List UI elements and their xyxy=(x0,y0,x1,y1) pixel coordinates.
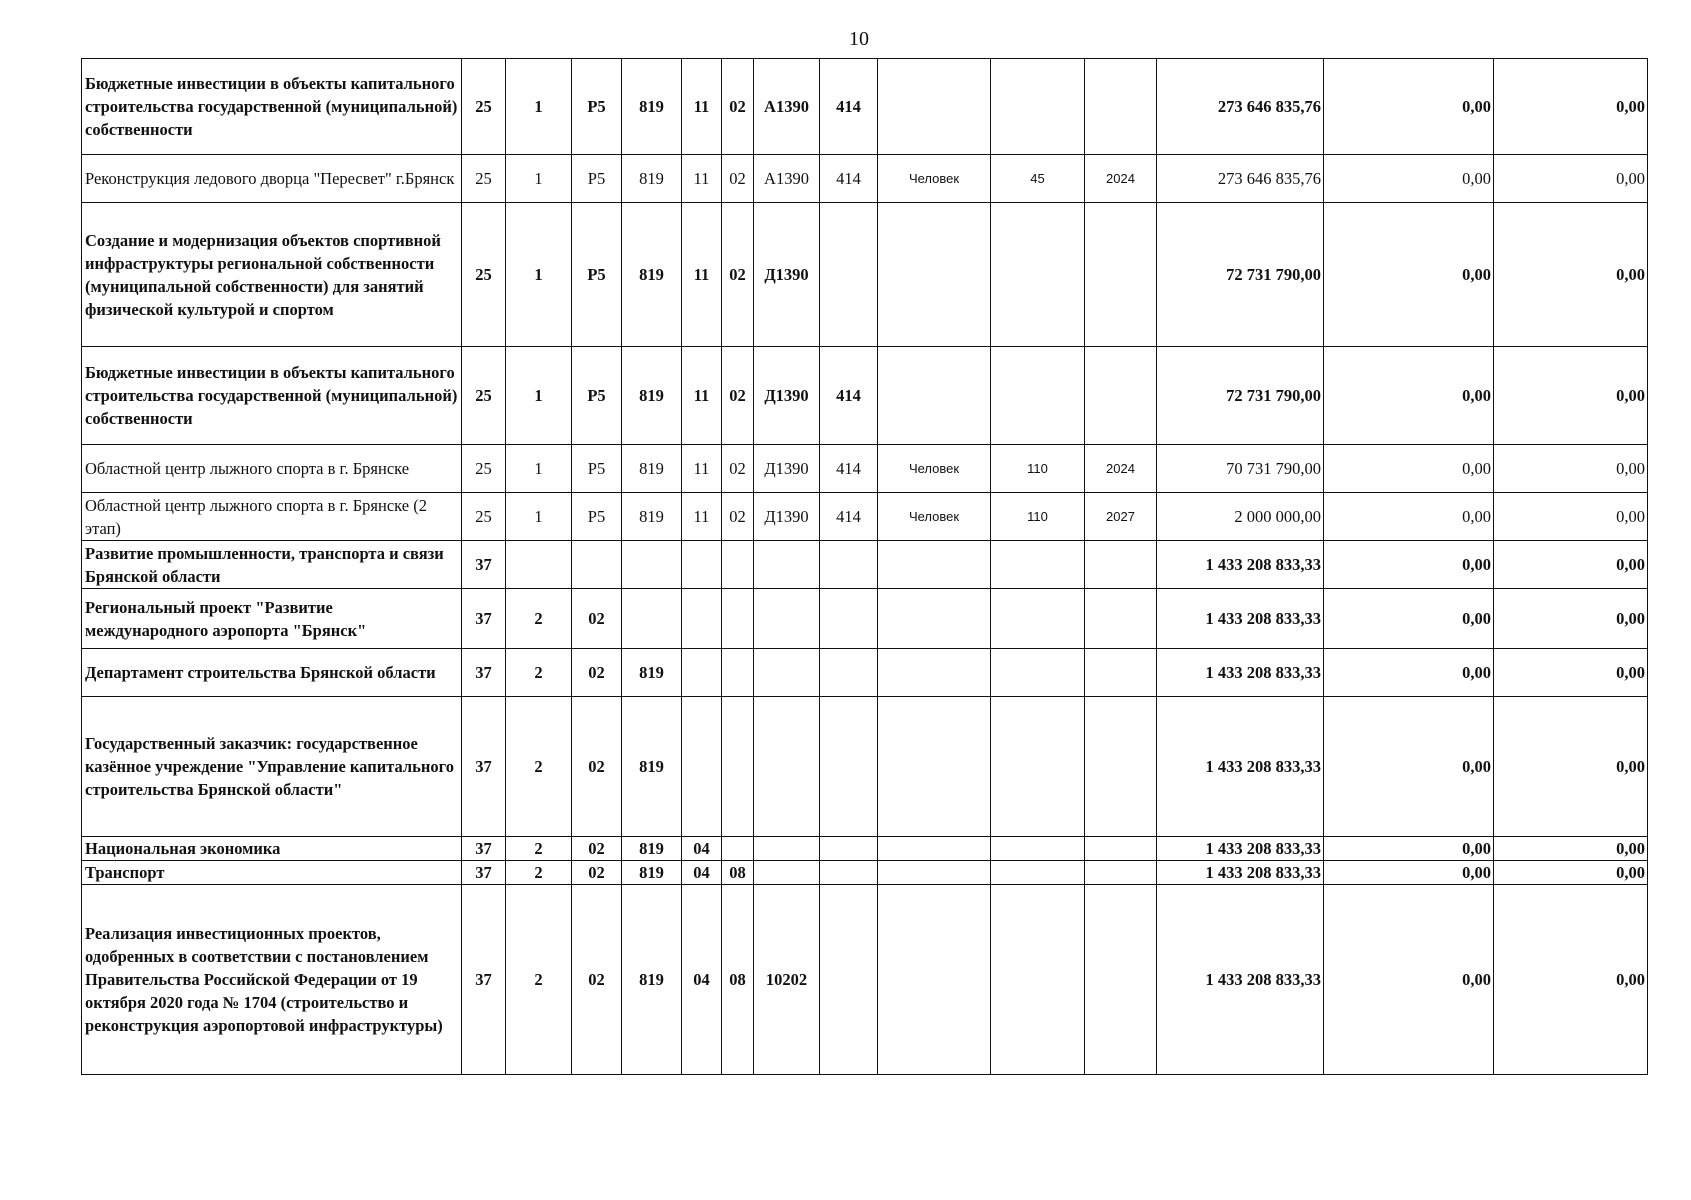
program-code: 37 xyxy=(462,697,506,837)
subsection-code xyxy=(722,649,754,697)
item-code: Д1390 xyxy=(754,445,820,493)
row-name: Региональный проект "Развитие международного аэропорта "Брянск" xyxy=(82,589,462,649)
item-code: Д1390 xyxy=(754,203,820,347)
amount-year-2: 0,00 xyxy=(1324,203,1494,347)
section-code: 04 xyxy=(682,885,722,1075)
subprogram-code: 1 xyxy=(506,493,572,541)
row-name: Национальная экономика xyxy=(82,837,462,861)
gr-code xyxy=(622,589,682,649)
amount-year-3: 0,00 xyxy=(1494,837,1648,861)
subprogram-code: 1 xyxy=(506,445,572,493)
program-code: 37 xyxy=(462,589,506,649)
program-code: 25 xyxy=(462,59,506,155)
amount-year-2: 0,00 xyxy=(1324,589,1494,649)
item-code xyxy=(754,861,820,885)
gr-code: 819 xyxy=(622,203,682,347)
subsection-code: 08 xyxy=(722,885,754,1075)
section-code: 11 xyxy=(682,203,722,347)
subprogram-code: 1 xyxy=(506,59,572,155)
amount-year-1: 1 433 208 833,33 xyxy=(1157,541,1324,589)
subsection-code xyxy=(722,837,754,861)
item-code: Д1390 xyxy=(754,493,820,541)
table-row xyxy=(82,155,1648,203)
subprogram-code: 2 xyxy=(506,885,572,1075)
subprogram-code: 2 xyxy=(506,697,572,837)
capacity-cell xyxy=(991,203,1085,347)
gr-code: 819 xyxy=(622,493,682,541)
table-row xyxy=(82,885,1648,1075)
table-row xyxy=(82,203,1648,347)
amount-year-1: 2 000 000,00 xyxy=(1157,493,1324,541)
amount-year-1: 72 731 790,00 xyxy=(1157,347,1324,445)
item-code xyxy=(754,589,820,649)
row-name: Создание и модернизация объектов спортивной инфраструктуры региональной собственности (муниципальной собственности) для занятий физической культурой и спортом xyxy=(82,203,462,347)
table-row xyxy=(82,493,1648,541)
program-code: 25 xyxy=(462,347,506,445)
subsection-code: 02 xyxy=(722,445,754,493)
amount-year-3: 0,00 xyxy=(1494,885,1648,1075)
subsection-code: 02 xyxy=(722,347,754,445)
amount-year-2: 0,00 xyxy=(1324,697,1494,837)
year-cell xyxy=(1085,861,1157,885)
section-code: 04 xyxy=(682,861,722,885)
project-code: Р5 xyxy=(572,347,622,445)
budget-table xyxy=(81,58,1648,1075)
capacity-cell xyxy=(991,589,1085,649)
expense-type-code xyxy=(820,203,878,347)
project-code: 02 xyxy=(572,589,622,649)
year-cell xyxy=(1085,541,1157,589)
row-name: Транспорт xyxy=(82,861,462,885)
section-code: 11 xyxy=(682,59,722,155)
capacity-cell xyxy=(991,541,1085,589)
row-name: Департамент строительства Брянской области xyxy=(82,649,462,697)
table-row xyxy=(82,861,1648,885)
unit-cell xyxy=(878,861,991,885)
item-code xyxy=(754,697,820,837)
row-name: Реконструкция ледового дворца "Пересвет" г.Брянск xyxy=(82,155,462,203)
amount-year-2: 0,00 xyxy=(1324,541,1494,589)
section-code xyxy=(682,541,722,589)
unit-cell: Человек xyxy=(878,493,991,541)
amount-year-1: 72 731 790,00 xyxy=(1157,203,1324,347)
expense-type-code xyxy=(820,649,878,697)
unit-cell xyxy=(878,837,991,861)
amount-year-2: 0,00 xyxy=(1324,837,1494,861)
table-row xyxy=(82,589,1648,649)
row-name: Развитие промышленности, транспорта и связи Брянской области xyxy=(82,541,462,589)
amount-year-3: 0,00 xyxy=(1494,203,1648,347)
unit-cell xyxy=(878,697,991,837)
year-cell xyxy=(1085,203,1157,347)
year-cell xyxy=(1085,697,1157,837)
amount-year-3: 0,00 xyxy=(1494,649,1648,697)
gr-code: 819 xyxy=(622,885,682,1075)
subsection-code: 02 xyxy=(722,155,754,203)
year-cell: 2024 xyxy=(1085,155,1157,203)
amount-year-2: 0,00 xyxy=(1324,59,1494,155)
row-name: Реализация инвестиционных проектов, одобренных в соответствии с постановлением Правительства Российской Федерации от 19 октября 2020 года № 1704 (строительство и реконструкция аэропортовой инфраструктуры) xyxy=(82,885,462,1075)
section-code xyxy=(682,589,722,649)
unit-cell: Человек xyxy=(878,445,991,493)
capacity-cell: 110 xyxy=(991,445,1085,493)
amount-year-3: 0,00 xyxy=(1494,59,1648,155)
amount-year-1: 1 433 208 833,33 xyxy=(1157,885,1324,1075)
table-row xyxy=(82,445,1648,493)
row-name: Областной центр лыжного спорта в г. Брянске xyxy=(82,445,462,493)
unit-cell xyxy=(878,885,991,1075)
year-cell: 2024 xyxy=(1085,445,1157,493)
item-code xyxy=(754,541,820,589)
amount-year-2: 0,00 xyxy=(1324,445,1494,493)
amount-year-3: 0,00 xyxy=(1494,155,1648,203)
row-name: Бюджетные инвестиции в объекты капитального строительства государственной (муниципальной) собственности xyxy=(82,347,462,445)
subsection-code xyxy=(722,697,754,837)
unit-cell xyxy=(878,541,991,589)
gr-code: 819 xyxy=(622,861,682,885)
capacity-cell xyxy=(991,347,1085,445)
section-code: 11 xyxy=(682,347,722,445)
row-name: Государственный заказчик: государственное казённое учреждение "Управление капитального строительства Брянской области" xyxy=(82,697,462,837)
expense-type-code: 414 xyxy=(820,347,878,445)
project-code: Р5 xyxy=(572,155,622,203)
table-body xyxy=(82,59,1648,1075)
item-code xyxy=(754,649,820,697)
project-code: 02 xyxy=(572,861,622,885)
section-code: 04 xyxy=(682,837,722,861)
gr-code: 819 xyxy=(622,155,682,203)
program-code: 37 xyxy=(462,885,506,1075)
project-code: Р5 xyxy=(572,59,622,155)
unit-cell xyxy=(878,203,991,347)
amount-year-3: 0,00 xyxy=(1494,589,1648,649)
program-code: 25 xyxy=(462,445,506,493)
table-row xyxy=(82,649,1648,697)
year-cell xyxy=(1085,589,1157,649)
item-code xyxy=(754,837,820,861)
table-row xyxy=(82,59,1648,155)
amount-year-3: 0,00 xyxy=(1494,445,1648,493)
subsection-code: 02 xyxy=(722,203,754,347)
program-code: 37 xyxy=(462,541,506,589)
amount-year-1: 1 433 208 833,33 xyxy=(1157,649,1324,697)
project-code xyxy=(572,541,622,589)
capacity-cell xyxy=(991,649,1085,697)
unit-cell xyxy=(878,59,991,155)
year-cell xyxy=(1085,837,1157,861)
expense-type-code: 414 xyxy=(820,155,878,203)
program-code: 25 xyxy=(462,155,506,203)
amount-year-3: 0,00 xyxy=(1494,697,1648,837)
program-code: 37 xyxy=(462,837,506,861)
section-code: 11 xyxy=(682,155,722,203)
item-code: Д1390 xyxy=(754,347,820,445)
project-code: 02 xyxy=(572,649,622,697)
gr-code: 819 xyxy=(622,649,682,697)
unit-cell xyxy=(878,347,991,445)
project-code: Р5 xyxy=(572,493,622,541)
subprogram-code: 1 xyxy=(506,347,572,445)
year-cell xyxy=(1085,347,1157,445)
year-cell: 2027 xyxy=(1085,493,1157,541)
gr-code: 819 xyxy=(622,697,682,837)
project-code: 02 xyxy=(572,885,622,1075)
subsection-code: 08 xyxy=(722,861,754,885)
expense-type-code xyxy=(820,589,878,649)
amount-year-1: 1 433 208 833,33 xyxy=(1157,697,1324,837)
capacity-cell: 110 xyxy=(991,493,1085,541)
table-row xyxy=(82,347,1648,445)
amount-year-2: 0,00 xyxy=(1324,493,1494,541)
subprogram-code: 2 xyxy=(506,861,572,885)
section-code xyxy=(682,697,722,837)
amount-year-2: 0,00 xyxy=(1324,885,1494,1075)
year-cell xyxy=(1085,649,1157,697)
item-code: А1390 xyxy=(754,59,820,155)
amount-year-3: 0,00 xyxy=(1494,493,1648,541)
amount-year-2: 0,00 xyxy=(1324,861,1494,885)
subprogram-code xyxy=(506,541,572,589)
expense-type-code xyxy=(820,861,878,885)
table-row xyxy=(82,541,1648,589)
page-number: 10 xyxy=(849,28,869,50)
project-code: 02 xyxy=(572,837,622,861)
amount-year-1: 1 433 208 833,33 xyxy=(1157,837,1324,861)
amount-year-3: 0,00 xyxy=(1494,861,1648,885)
amount-year-1: 70 731 790,00 xyxy=(1157,445,1324,493)
project-code: Р5 xyxy=(572,445,622,493)
amount-year-3: 0,00 xyxy=(1494,347,1648,445)
unit-cell xyxy=(878,589,991,649)
section-code xyxy=(682,649,722,697)
amount-year-1: 273 646 835,76 xyxy=(1157,59,1324,155)
subprogram-code: 2 xyxy=(506,589,572,649)
expense-type-code xyxy=(820,837,878,861)
expense-type-code xyxy=(820,697,878,837)
expense-type-code: 414 xyxy=(820,493,878,541)
unit-cell xyxy=(878,649,991,697)
amount-year-1: 1 433 208 833,33 xyxy=(1157,861,1324,885)
subsection-code: 02 xyxy=(722,59,754,155)
expense-type-code: 414 xyxy=(820,59,878,155)
gr-code: 819 xyxy=(622,347,682,445)
program-code: 37 xyxy=(462,649,506,697)
project-code: Р5 xyxy=(572,203,622,347)
subsection-code xyxy=(722,541,754,589)
expense-type-code: 414 xyxy=(820,445,878,493)
program-code: 25 xyxy=(462,493,506,541)
gr-code: 819 xyxy=(622,445,682,493)
subprogram-code: 2 xyxy=(506,649,572,697)
subsection-code: 02 xyxy=(722,493,754,541)
gr-code: 819 xyxy=(622,837,682,861)
amount-year-2: 0,00 xyxy=(1324,649,1494,697)
amount-year-1: 273 646 835,76 xyxy=(1157,155,1324,203)
year-cell xyxy=(1085,59,1157,155)
amount-year-2: 0,00 xyxy=(1324,347,1494,445)
section-code: 11 xyxy=(682,445,722,493)
gr-code xyxy=(622,541,682,589)
capacity-cell xyxy=(991,837,1085,861)
table-row xyxy=(82,837,1648,861)
unit-cell: Человек xyxy=(878,155,991,203)
program-code: 25 xyxy=(462,203,506,347)
row-name: Бюджетные инвестиции в объекты капитального строительства государственной (муниципальной) собственности xyxy=(82,59,462,155)
capacity-cell xyxy=(991,59,1085,155)
capacity-cell: 45 xyxy=(991,155,1085,203)
row-name: Областной центр лыжного спорта в г. Брянске (2 этап) xyxy=(82,493,462,541)
subprogram-code: 2 xyxy=(506,837,572,861)
expense-type-code xyxy=(820,541,878,589)
section-code: 11 xyxy=(682,493,722,541)
expense-type-code xyxy=(820,885,878,1075)
amount-year-2: 0,00 xyxy=(1324,155,1494,203)
capacity-cell xyxy=(991,861,1085,885)
item-code: А1390 xyxy=(754,155,820,203)
subsection-code xyxy=(722,589,754,649)
amount-year-3: 0,00 xyxy=(1494,541,1648,589)
subprogram-code: 1 xyxy=(506,203,572,347)
item-code: 10202 xyxy=(754,885,820,1075)
subprogram-code: 1 xyxy=(506,155,572,203)
table-row xyxy=(82,697,1648,837)
amount-year-1: 1 433 208 833,33 xyxy=(1157,589,1324,649)
capacity-cell xyxy=(991,697,1085,837)
capacity-cell xyxy=(991,885,1085,1075)
year-cell xyxy=(1085,885,1157,1075)
gr-code: 819 xyxy=(622,59,682,155)
program-code: 37 xyxy=(462,861,506,885)
project-code: 02 xyxy=(572,697,622,837)
